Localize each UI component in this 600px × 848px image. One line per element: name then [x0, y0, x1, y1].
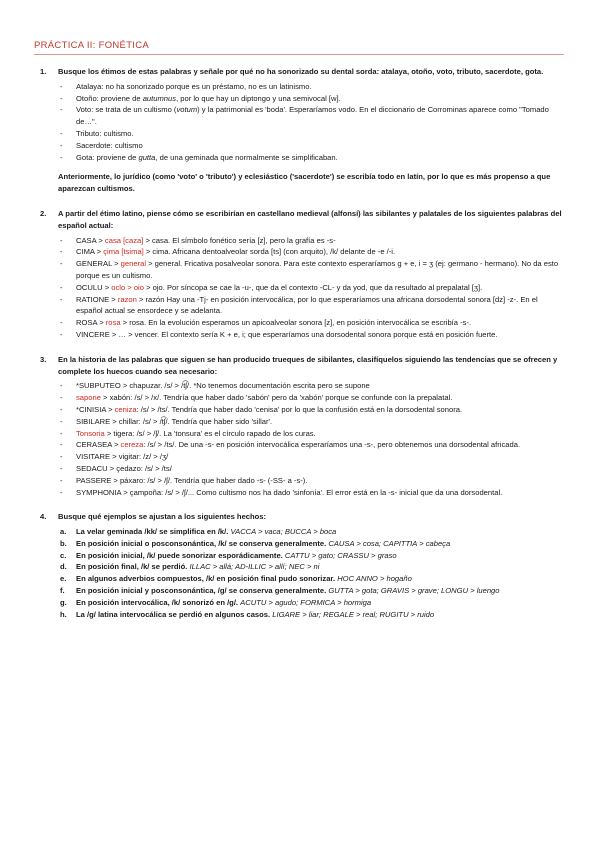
list-item: - Gota: proviene de gutta, de una geminada que normalmente se simplificaban.: [58, 152, 564, 164]
list-item: - PASSERE > páxaro: /s/ > /ʃ/. Tendría que haber dado -s- (-SS- a -s-).: [58, 475, 564, 487]
question-number: 3.: [40, 354, 47, 364]
list-item: - RATIONE > razon > razón Hay una -Tj- en posición intervocálica, por lo que esperaríamos una africana dorsodental sonora [dz] -z-. En el español actual se ensordece y se adelanta.: [58, 294, 564, 318]
list-item: g. En posición intervocálica, /k/ sonorizó en /g/. ACUTU > agudo; FORMICA > hormiga: [60, 597, 372, 607]
list-item: - Voto: se trata de un cultismo (votum) y la patrimonial es 'boda'. Esperaríamos vodo. En el diccionario de Corrominas aparece como "Tomado de…".: [58, 104, 564, 128]
document-body: [34, 66, 564, 620]
question-number: 2.: [40, 208, 47, 218]
list-item: e. En algunos adverbios compuestos, /k/ en posición final pudo sonorizar. HOC ANNO > hogaño: [60, 574, 412, 584]
list-item: h. La /g/ latina intervocálica se perdió en algunos casos. LIGARE > liar; REGALE > real; RUGITU > ruido: [60, 609, 435, 619]
list-item: - sapone > xabón: /s/ > /x/. Tendría que haber dado 'sabón' pero da 'xabón' porque se confunde con la prepalatal.: [58, 392, 564, 404]
list-item: - CIMA > çima [tsima] > cima. Africana dentoalveolar sorda [ts] (con arquito), /k/ delante de -e /-i.: [58, 246, 564, 258]
question-text: En la historia de las palabras que siguen se han producido trueques de sibilantes, clasifíquelos siguiendo las tendencias que se ofrecen y complete los huecos cuando sea necesario:: [58, 354, 558, 376]
title-divider: [34, 54, 564, 55]
list-item: b. En posición inicial o posconsonántica, /k/ se conserva generalmente. CAUSA > cosa; CAPITTIA > cabeça: [60, 538, 451, 548]
list-item: - Tonsoria > tigera: /s/ > /ʃ/. La 'tonsura' es el círculo rapado de los curas.: [58, 428, 564, 440]
list-item: - SIBILARE > chillar: /s/ > /t͡ʃ/. Tendría que haber sido 'sillar'.: [58, 416, 564, 428]
list-item: - CERASEA > cereza: /s/ > /ts/. De una -s- en posición intervocálica esperaríamos una -s-, pero obtenemos una dorsodental africada.: [58, 439, 564, 451]
list-item: - GENERAL > general > general. Fricativa posalveolar sonora. Para este contexto esperaríamos g + e, i = ʒ (ej: germano - hermano). No da esto porque es un cultismo.: [58, 258, 564, 282]
answer-list-1: [34, 81, 564, 164]
list-item: - Sacerdote: cultismo: [58, 140, 564, 152]
list-item: a. La velar geminada /kk/ se simplifica en /k/. VACCA > vaca; BUCCA > boca: [60, 527, 337, 537]
question-2: [34, 208, 564, 232]
list-item: - Atalaya: no ha sonorizado porque es un préstamo, no es un latinismo.: [58, 81, 564, 93]
list-item: - *CINISIA > ceniza: /s/ > /ts/. Tendría que haber dado 'cenisa' por lo que la confusión está en la dorsodental sonora.: [58, 404, 564, 416]
question-number: 4.: [40, 512, 47, 522]
list-item: - VISITARE > vigitar: /z/ > /ʒ/: [58, 451, 564, 463]
list-item: - SYMPHONIA > çampoña: /s/ > /ʃ/... Como cultismo nos ha dado 'sinfonía'. El error está en la -s- inicial que da una dorsodental.: [58, 487, 564, 499]
question-text: A partir del étimo latino, piense cómo se escribirían en castellano medieval (alfonsí) las sibilantes y palatales de los siguientes palabras del español actual:: [58, 208, 562, 230]
answer-list-3: [34, 380, 564, 498]
list-item: f. En posición inicial y posconsonántica, /g/ se conserva generalmente. GUTTA > gota; GRAVIS > grave; LONGU > luengo: [60, 586, 500, 596]
question-number: 1.: [40, 67, 47, 76]
list-item: - Tributo: cultismo.: [58, 128, 564, 140]
answer-list-4: [58, 526, 564, 620]
question-1: [34, 66, 564, 78]
list-item: - *SUBPUTEO > chapuzar. /s/ > /t͡ʃ/. *No tenemos documentación escrita pero se supone: [58, 380, 564, 392]
question-4: [34, 511, 564, 523]
list-item: - ROSA > rosa > rosa. En la evolución esperamos un apicoalveolar sonora [z], en posición intervocálica se escribía -s-.: [58, 317, 564, 329]
list-item: - SEDACU > çedazo: /s/ > /ts/: [58, 463, 564, 475]
list-item: c. En posición inicial, /k/ puede sonorizar esporádicamente. CATTU > gato; CRASSU > graso: [60, 550, 397, 560]
list-item: - Otoño: proviene de autumnus, por lo que hay un diptongo y una semivocal [w].: [58, 93, 564, 105]
question-text: Busque qué ejemplos se ajustan a los siguientes hechos:: [58, 512, 267, 522]
question-3: [34, 354, 564, 378]
list-item: - CASA > casa [caza] > casa. El símbolo fonético sería [z], pero la grafía es -s-: [58, 235, 564, 247]
answer-list-2: [34, 235, 564, 341]
page-title: PRÁCTICA II: FONÉTICA: [34, 40, 150, 51]
question-text: Busque los étimos de estas palabras y señale por qué no ha sonorizado su dental sorda: atalaya, otoño, voto, tributo, sacerdote, gota.: [58, 67, 544, 76]
note-paragraph: Anteriormente, lo jurídico (como 'voto' o 'tributo') y eclesiástico ('sacerdote') se escribía todo en latín, por lo que es más propenso a que aparezcan cultismos.: [58, 172, 551, 194]
list-item: - VINCERE > … > vencer. El contexto sería K + e, i; que esperaríamos una dorsodental sonora porque está en posición fuerte.: [58, 329, 564, 341]
list-item: d. En posición final, /k/ se perdió. ILLAC > allá; AD-ILLIC > allí; NEC > ni: [60, 562, 320, 572]
list-item: - OCULU > oclo > oio > ojo. Por síncopa se cae la -u-, que da el contexto -CL- y da yod, que da resultado al prepalatal [ʒ].: [58, 282, 564, 294]
